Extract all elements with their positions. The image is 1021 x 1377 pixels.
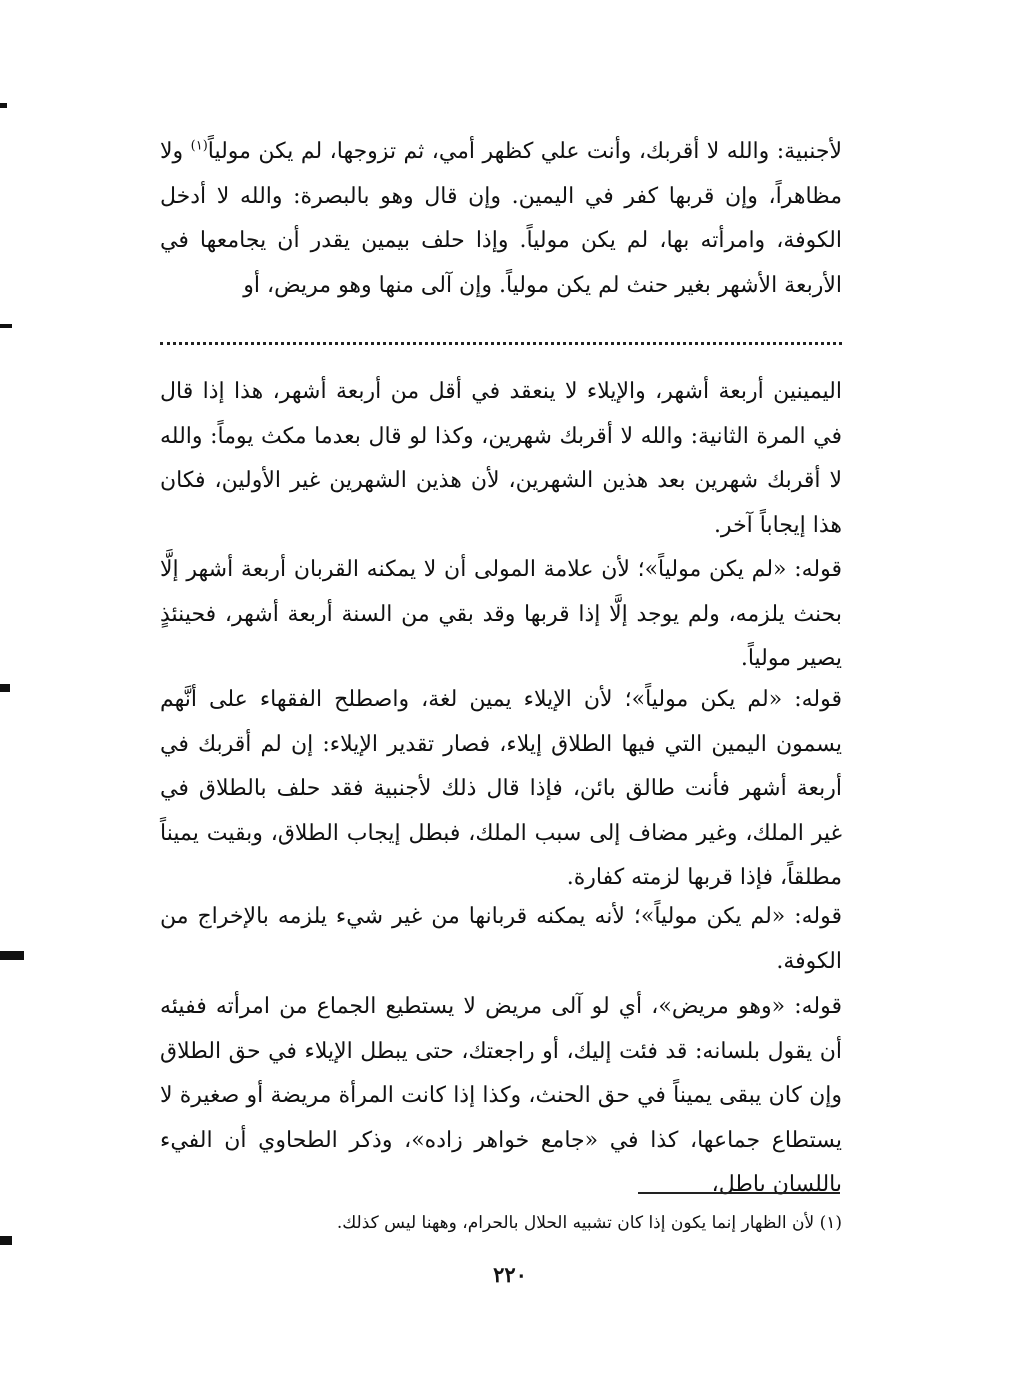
- footnote-rule: [638, 1192, 840, 1194]
- page-number: ٢٢٠: [493, 1262, 527, 1287]
- commentary-paragraph: قوله: «لم يكن مولياً»؛ لأنه يمكنه قربانها من غير شيء يلزمه بالإخراج من الكوفة.: [160, 904, 842, 974]
- commentary-paragraph: اليمينين أربعة أشهر، والإيلاء لا ينعقد في أقل من أربعة أشهر، هذا إذا قال في المرة الثانية: والله لا أقربك شهرين، وكذا لو قال بعدما مكث يوماً: والله لا أقربك شهرين بعد هذين الشهرين، لأن هذين الشهرين غير الأولين، فكان هذا إيجاباً آخر.: [160, 379, 842, 538]
- scan-edge-mark: [0, 1236, 12, 1245]
- commentary-paragraph: قوله: «لم يكن مولياً»؛ لأن الإيلاء يمين لغة، واصطلح الفقهاء على أنَّهم يسمون اليمين التي فيها الطلاق إيلاء، فصار تقدير الإيلاء: إن لم أقربك في أربعة أشهر فأنت طالق بائن، فإذا قال ذلك لأجنبية فقد حلف بالطلاق في غير الملك، وغير مضاف إلى سبب الملك، فبطل إيجاب الطلاق، وبقيت يميناً مطلقاً، فإذا قربها لزمته كفارة.: [160, 687, 842, 890]
- scan-edge-mark: [0, 684, 10, 692]
- scan-edge-mark: [0, 103, 7, 108]
- commentary-paragraph: قوله: «لم يكن مولياً»؛ لأن علامة المولى أن لا يمكنه القربان أربعة أشهر إلَّا بحنث يلزمه، ولم يوجد إلَّا إذا قربها وقد بقي من السنة أربعة أشهر، فحينئذٍ يصير مولياً.: [160, 557, 842, 671]
- dotted-separator: [160, 342, 842, 355]
- main-text: [160, 130, 842, 308]
- main-text-rest: ولا مظاهراً، وإن قربها كفر في اليمين. وإن قال وهو بالبصرة: والله لا أدخل الكوفة، وامرأته بها، لم يكن مولياً. وإذا حلف بيمين يقدر أن يجامعها في الأربعة الأشهر بغير حنث لم يكن مولياً. وإن آلى منها وهو مريض، أو: [160, 139, 842, 298]
- scan-edge-mark: [0, 324, 12, 328]
- footnote: (١) لأن الظهار إنما يكون إذا كان تشبيه الحلال بالحرام، وههنا ليس كذلك.: [336, 1213, 842, 1233]
- commentary-paragraph: قوله: «وهو مريض»، أي لو آلى مريض لا يستطيع الجماع من امرأته ففيئه أن يقول بلسانه: قد فئت إليك، أو راجعتك، حتى يبطل الإيلاء في حق الطلاق وإن كان يبقى يميناً في حق الحنث، وكذا إذا كانت المرأة مريضة أو صغيرة لا يستطاع جماعها، كذا في «جامع خواهر زاده»، وذكر الطحاوي أن الفيء باللسان باطل،: [160, 994, 842, 1197]
- scan-edge-mark: [0, 951, 24, 960]
- main-text-line-1: لأجنبية: والله لا أقربك، وأنت علي كظهر أمي، ثم تزوجها، لم يكن مولياً: [207, 139, 842, 164]
- footnote-reference: (١): [190, 138, 208, 154]
